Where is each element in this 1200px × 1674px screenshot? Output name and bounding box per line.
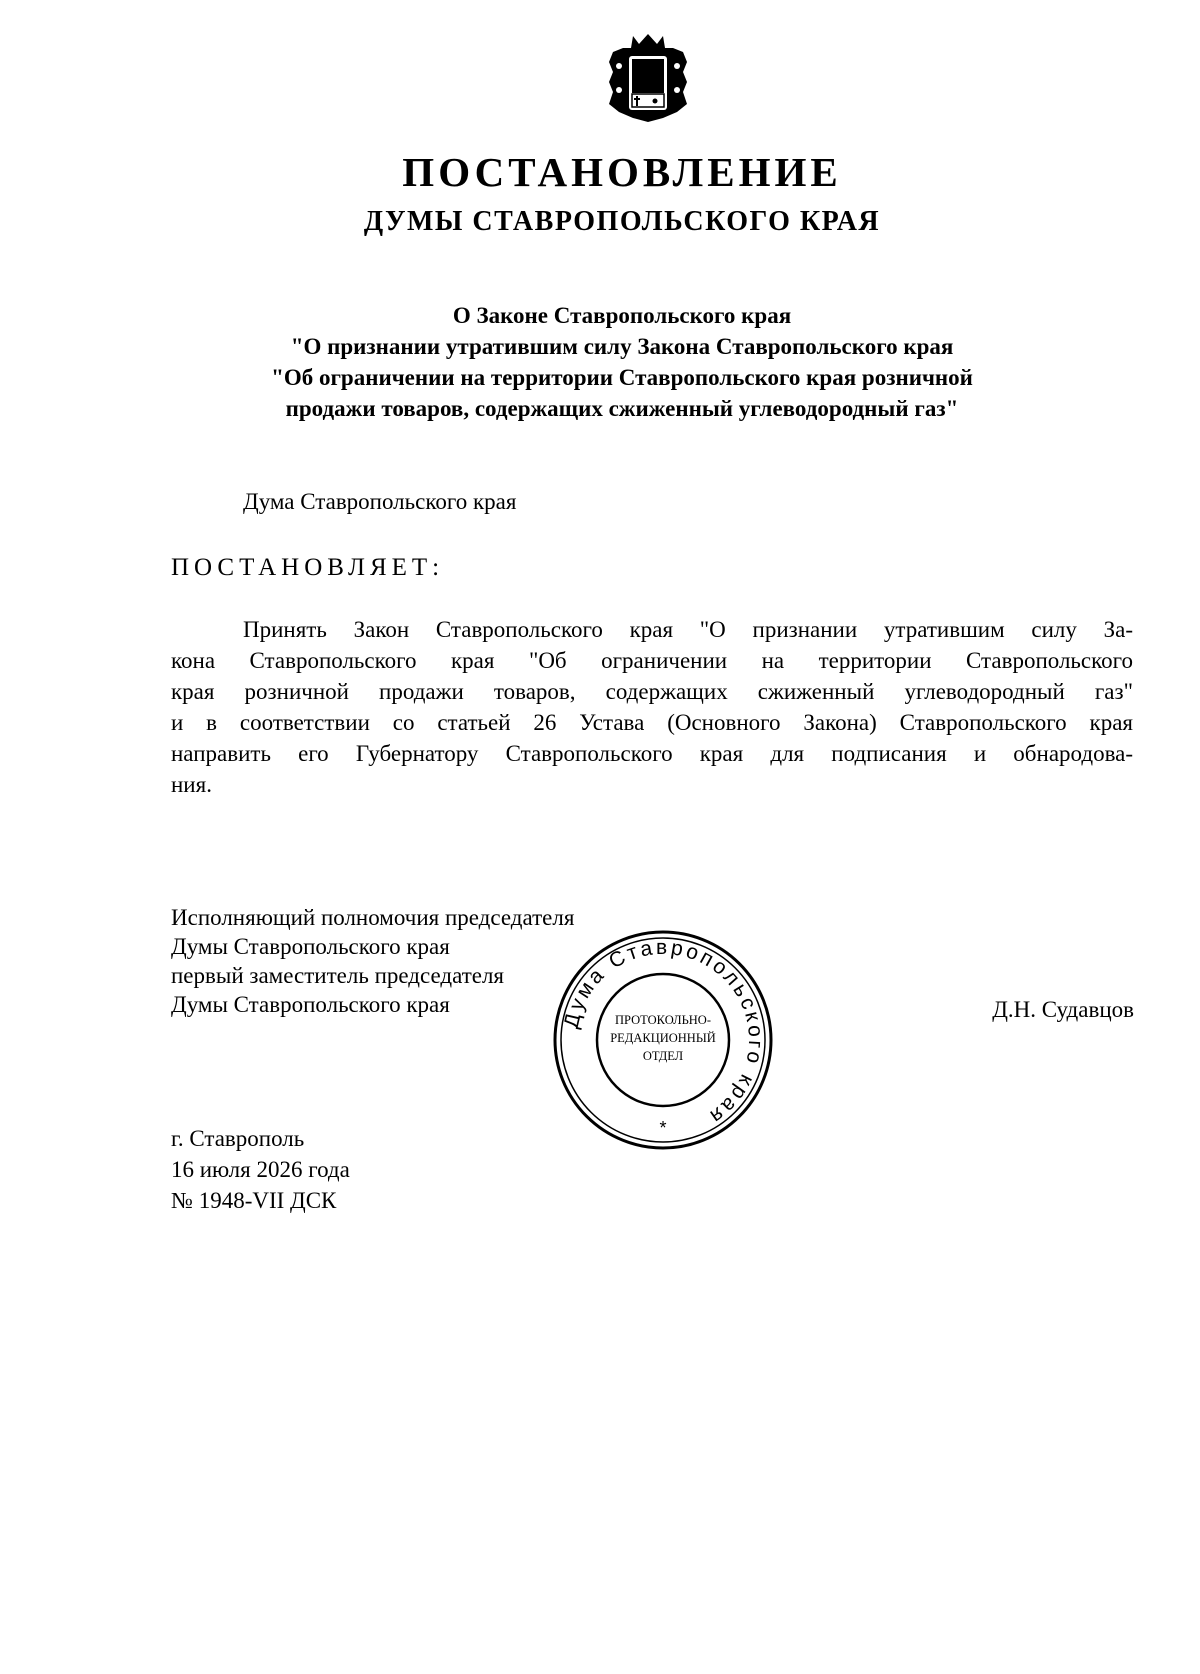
subject-line: продажи товаров, содержащих сжиженный углеводородный газ" bbox=[285, 396, 959, 421]
resolution-line: ния. bbox=[171, 772, 212, 797]
svg-text:ПРОТОКОЛЬНО-: ПРОТОКОЛЬНО- bbox=[615, 1013, 711, 1027]
document-issuer: ДУМЫ СТАВРОПОЛЬСКОГО КРАЯ bbox=[363, 206, 881, 237]
signatory-position-line: Исполняющий полномочия председателя bbox=[171, 905, 575, 930]
resolution-line: Принять Закон Ставропольского края "О признании утратившим силу За- bbox=[243, 617, 1133, 642]
preamble-body: Дума Ставропольского края bbox=[243, 489, 517, 514]
document-footer bbox=[171, 1123, 350, 1216]
signatory-position-line: Думы Ставропольского края bbox=[171, 934, 450, 959]
svg-text:Дума Ставропольского края: Дума Ставропольского края bbox=[559, 935, 768, 1130]
resolution-line: направить его Губернатору Ставропольского края для подписания и обнародова- bbox=[171, 741, 1133, 766]
resolution-line: края розничной продажи товаров, содержащих сжиженный углеводородный газ" bbox=[171, 679, 1133, 704]
svg-text:ОТДЕЛ: ОТДЕЛ bbox=[642, 1049, 684, 1063]
signatory-name: Д.Н. Судавцов bbox=[992, 997, 1134, 1022]
subject-line: О Законе Ставропольского края bbox=[452, 303, 792, 328]
signatory-position-line: Думы Ставропольского края bbox=[171, 992, 450, 1017]
subject-line: "Об ограничении на территории Ставропольского края розничной bbox=[271, 365, 973, 390]
resolves-heading: ПОСТАНОВЛЯЕТ: bbox=[171, 554, 445, 581]
svg-text:*: * bbox=[659, 1118, 667, 1138]
coat-of-arms-icon bbox=[603, 32, 693, 124]
resolution-text bbox=[171, 614, 1133, 800]
document-number: № 1948-VII ДСК bbox=[171, 1188, 337, 1213]
official-stamp-icon bbox=[552, 929, 774, 1151]
issue-date: 16 июля 2026 года bbox=[171, 1157, 350, 1182]
document-title: ПОСТАНОВЛЕНИЕ bbox=[402, 149, 842, 195]
subject-line: "О признании утратившим силу Закона Ставропольского края bbox=[290, 334, 954, 359]
resolution-line: и в соответствии со статьей 26 Устава (Основного Закона) Ставропольского края bbox=[171, 710, 1133, 735]
signatory-position-line: первый заместитель председателя bbox=[171, 963, 505, 988]
svg-text:РЕДАКЦИОННЫЙ: РЕДАКЦИОННЫЙ bbox=[610, 1031, 716, 1045]
signatory-position bbox=[171, 903, 574, 1019]
issue-city: г. Ставрополь bbox=[171, 1126, 305, 1151]
resolution-line: кона Ставропольского края "Об ограничении на территории Ставропольского bbox=[171, 648, 1133, 673]
document-subject bbox=[0, 300, 1200, 424]
